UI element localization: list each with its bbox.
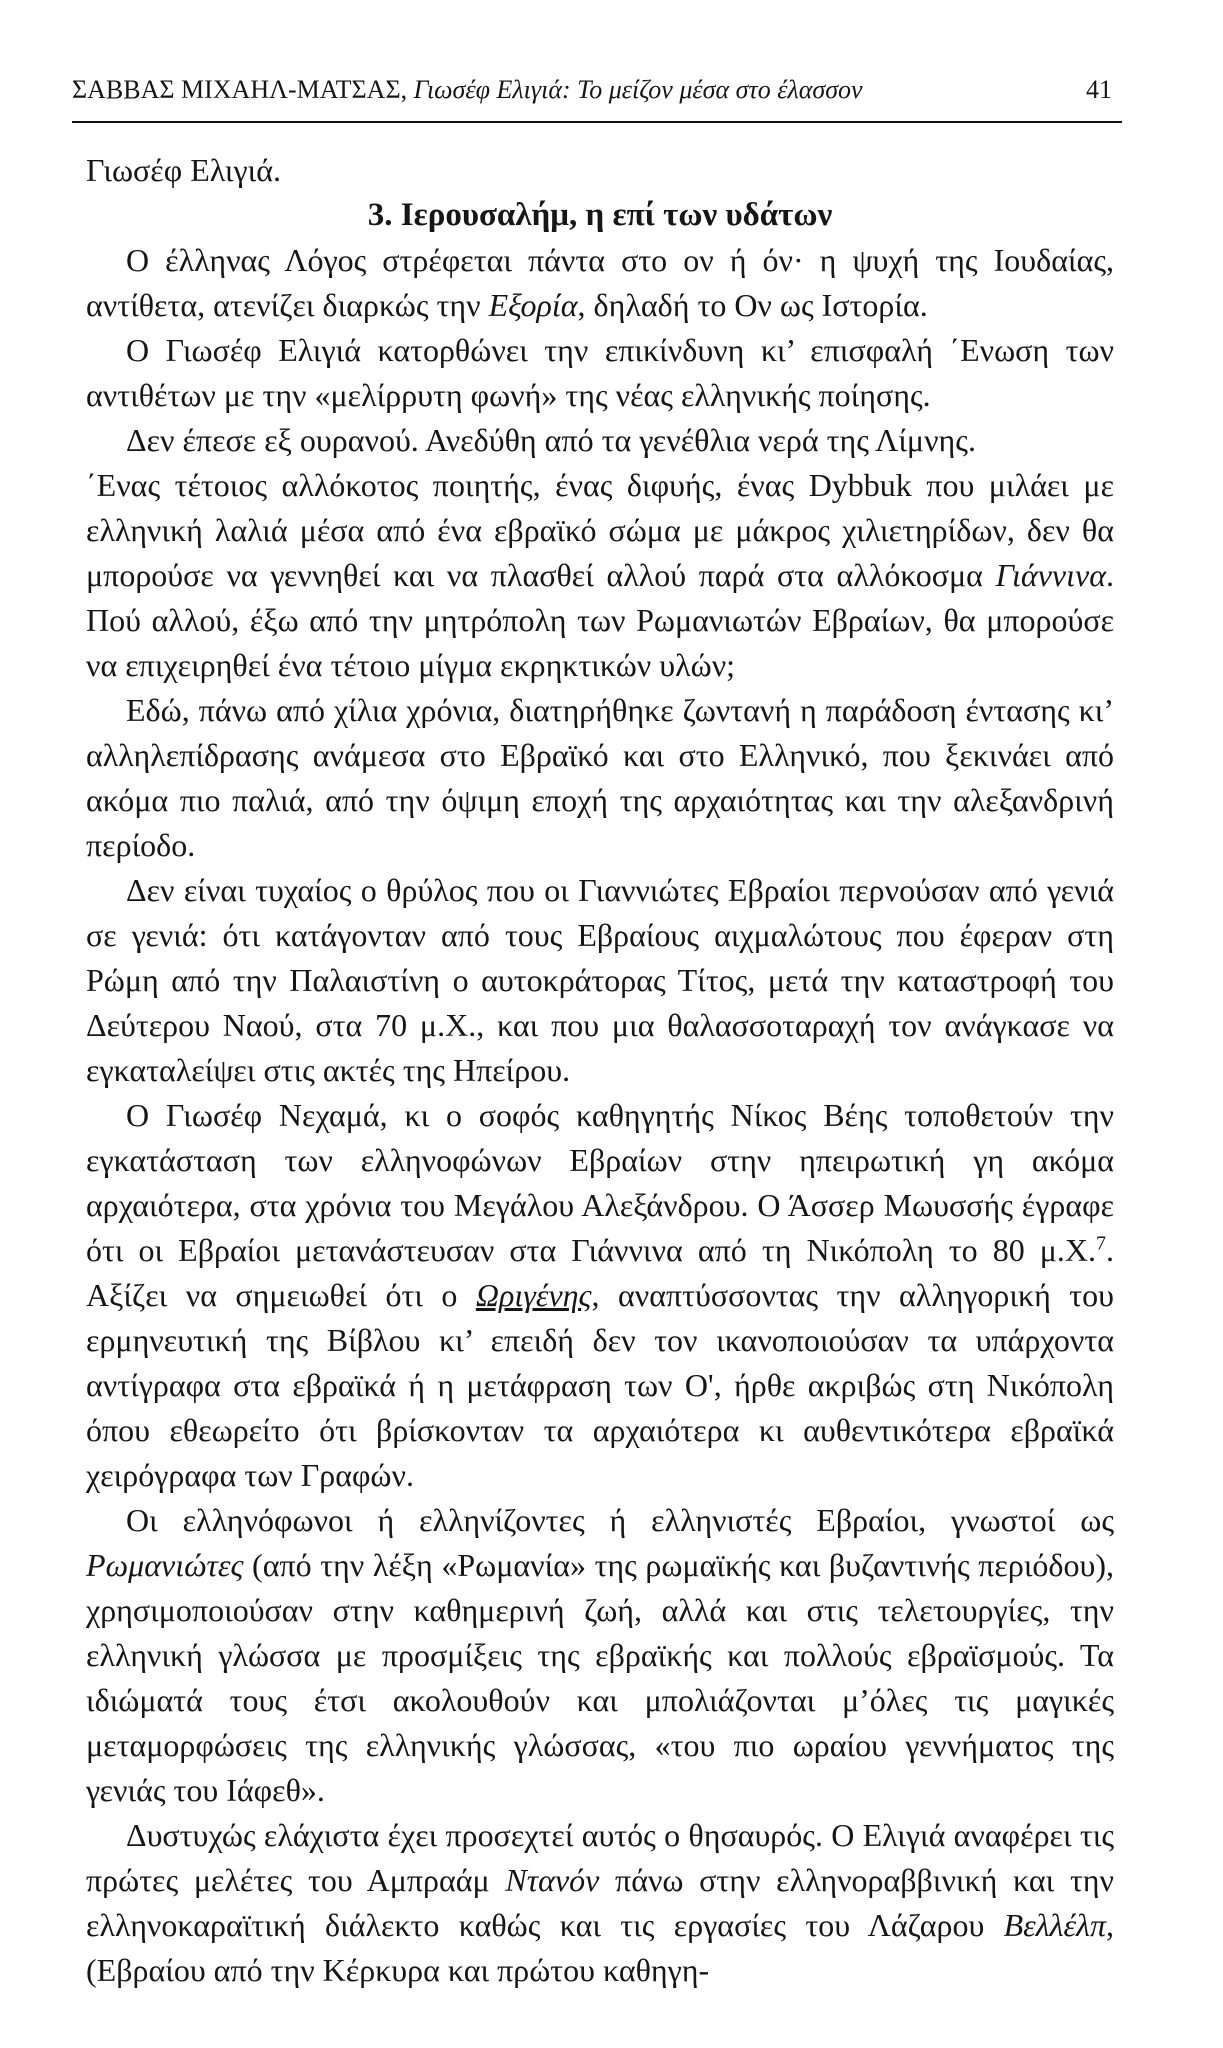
paragraph-8	[86, 1498, 1114, 1813]
section-heading: 3. Ιερουσαλήμ, η επί των υδάτων	[367, 197, 833, 233]
header-author: ΣΑΒΒΑΣ ΜΙΧΑΗΛ-ΜΑΤΣΑΣ,	[72, 75, 408, 104]
paragraph-2: Ο Γιωσέφ Ελιγιά κατορθώνει την επικίνδυνη κι’ επισφαλή ΄Ενωση των αντιθέτων με την «μελίρρυτη φωνή» της νέας ελληνικής ποίησης.	[86, 332, 1114, 413]
text-run: πάνω στην ελληνοραββινική και την ελληνοκαραϊτική διάλεκτο καθώς και τις εργασίες του Λάζαρου	[86, 1862, 1115, 1943]
paragraph-5: Εδώ, πάνω από χίλια χρόνια, διατηρήθηκε ζωντανή η παράδοση έντασης κι’ αλληλεπίδρασης ανάμεσα στο Εβραϊκό και στο Ελληνικό, που ξεκινάει από ακόμα πιο παλιά, από την όψιμη εποχή της αρχαιότητας και την αλεξανδρινή περίοδο.	[86, 692, 1114, 863]
italic-term: Ωριγένης	[475, 1277, 592, 1313]
header-rule	[72, 121, 1122, 123]
text-run: . Αξίζει να σημειωθεί ότι ο	[86, 1232, 1114, 1313]
page-number: 41	[1086, 75, 1112, 104]
page-body	[86, 148, 1114, 1993]
paragraph-6: Δεν είναι τυχαίος ο θρύλος που οι Γιαννιώτες Εβραίοι περνούσαν από γενιά σε γενιά: ότι κατάγονταν από τους Εβραίους αιχμαλώτους που έφεραν στη Ρώμη από την Παλαιστίνη ο αυτοκράτορας Τίτος, μετά την καταστροφή του Δεύτερου Ναού, στα 70 μ.Χ., και που μια θαλασσοταραχή τον ανάγκασε να εγκαταλείψει στις ακτές της Ηπείρου.	[86, 872, 1114, 1088]
running-header	[72, 70, 1112, 110]
paragraph-4	[86, 463, 1114, 688]
text-run: . Πού αλλού, έξω από την μητρόπολη των Ρωμανιωτών Εβραίων, θα μπορούσε να επιχειρηθεί ένα τέτοιο μίγμα εκρηκτικών υλών;	[86, 557, 1114, 683]
header-title: Γιωσέφ Ελιγιά: Το μείζον μέσα στο έλασσον	[413, 75, 863, 104]
italic-term: Ρωμανιώτες	[86, 1547, 244, 1583]
text-run: Ο Γιωσέφ Νεχαμά, κι ο σοφός καθηγητής Νίκος Βέης τοποθετούν την εγκατάσταση των ελληνοφώνων Εβραίων στην ηπειρωτική γη ακόμα αρχαιότερα, στα χρόνια του Μεγάλου Αλεξάνδρου. Ο Άσσερ Μωυσσής έγραφε ότι οι Εβραίοι μετανάστευσαν στα Γιάννινα από τη Νικόπολη το 80 μ.Χ.	[86, 1097, 1114, 1268]
text-run: , αναπτύσσοντας την αλληγορική του ερμηνευτική της Βίβλου κι’ επειδή δεν τον ικανοποιούσαν τα υπάρχοντα αντίγραφα στα εβραϊκά ή η μετάφραση των Ο', ήρθε ακριβώς στη Νικόπολη όπου εθεωρείτο ότι βρίσκονταν τα αρχαιότερα κι αυθεντικότερα εβραϊκά χειρόγραφα των Γραφών.	[86, 1277, 1115, 1493]
italic-term: Βελλέλπ	[1003, 1907, 1106, 1943]
text-run: Οι ελληνόφωνοι ή ελληνίζοντες ή ελληνιστές Εβραίοι, γνωστοί ως	[126, 1502, 1114, 1538]
text-run: Ο έλληνας Λόγος στρέφεται πάντα στο ον ή όν· η ψυχή της Ιουδαίας, αντίθετα, ατενίζει διαρκώς την	[86, 242, 1114, 323]
italic-term: Εξορία	[488, 287, 578, 323]
italic-term: Γιάννινα	[995, 557, 1106, 593]
text-run: (από την λέξη «Ρωμανία» της ρωμαϊκής και βυζαντινής περιόδου), χρησιμοποιούσαν στην καθημερινή ζωή, αλλά και στις τελετουργίες, την ελληνική γλώσσα με προσμίξεις της εβραϊκής και πολλούς εβραϊσμούς. Τα ιδιώματά τους έτσι ακολουθούν και μπολιάζονται μ’όλες τις μαγικές μεταμορφώσεις της ελληνικής γλώσσας, «του πιο ωραίου γεννήματος της γενιάς του Ιάφεθ».	[86, 1547, 1114, 1808]
paragraph-9	[86, 1813, 1114, 1993]
text-run: , δηλαδή το Ον ως Ιστορία.	[577, 287, 928, 323]
paragraph-3: Δεν έπεσε εξ ουρανού. Ανεδύθη από τα γενέθλια νερά της Λίμνης.	[126, 422, 976, 458]
opening-line: Γιωσέφ Ελιγιά.	[86, 152, 281, 188]
footnote-marker: 7	[1096, 1232, 1106, 1255]
paragraph-7	[86, 1093, 1114, 1498]
paragraph-1	[86, 238, 1114, 328]
italic-term: Ντανόν	[505, 1862, 600, 1898]
text-run: Δυστυχώς ελάχιστα έχει προσεχτεί αυτός ο θησαυρός. Ο Ελιγιά αναφέρει τις πρώτες μελέτες του Αμπραάμ	[86, 1817, 1114, 1898]
text-run: , (Εβραίου από την Κέρκυρα και πρώτου καθηγη-	[86, 1907, 1114, 1988]
text-run: ΄Ενας τέτοιος αλλόκοτος ποιητής, ένας διφυής, ένας Dybbuk που μιλάει με ελληνική λαλιά μέσα από ένα εβραϊκό σώμα με μάκρος χιλιετηρίδων, δεν θα μπορούσε να γεννηθεί και να πλασθεί αλλού παρά στα αλλόκοσμα	[86, 467, 1114, 593]
